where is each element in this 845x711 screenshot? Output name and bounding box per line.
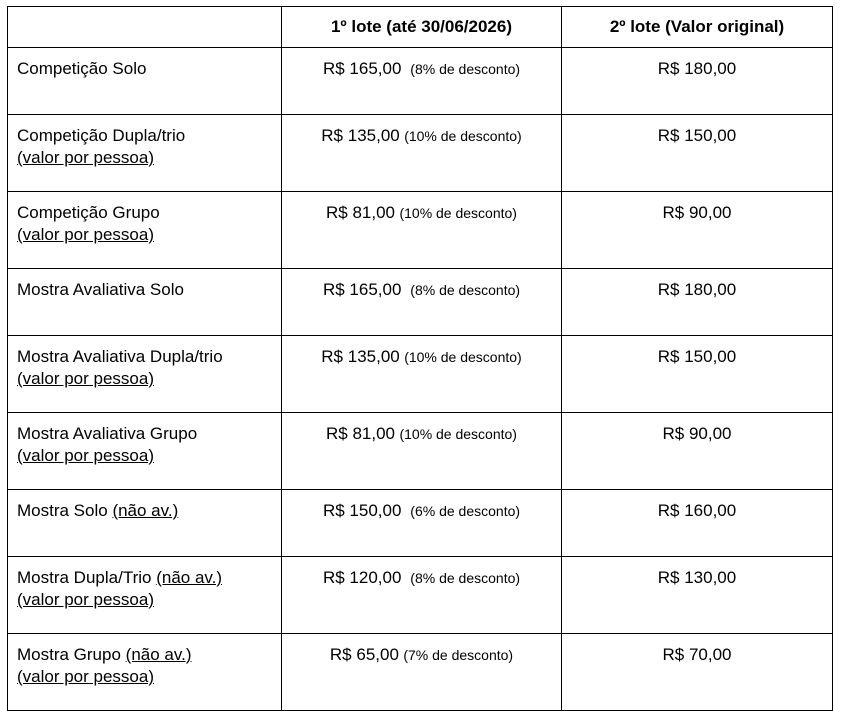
category-cell <box>8 634 282 711</box>
category-label: Competição Solo <box>17 59 147 78</box>
table-row <box>8 192 833 269</box>
category-cell <box>8 490 282 557</box>
first-batch-cell <box>282 192 562 269</box>
discount-note: (8% de desconto) <box>410 282 521 298</box>
second-batch-price: R$ 70,00 <box>562 634 833 711</box>
first-batch-cell <box>282 557 562 634</box>
non-evaluative-note: (não av.) <box>156 568 223 587</box>
second-batch-price: R$ 130,00 <box>562 557 833 634</box>
pricing-table <box>7 6 833 711</box>
category-label: Mostra Avaliativa Dupla/trio <box>17 347 223 366</box>
header-empty <box>8 7 282 48</box>
category-label: Mostra Solo <box>17 501 108 520</box>
first-batch-cell <box>282 115 562 192</box>
category-cell <box>8 269 282 336</box>
first-batch-price: R$ 81,00 <box>326 424 395 443</box>
table-row <box>8 336 833 413</box>
category-cell <box>8 557 282 634</box>
category-label: Competição Dupla/trio <box>17 126 186 145</box>
discount-note: (6% de desconto) <box>410 503 521 519</box>
non-evaluative-note: (não av.) <box>112 501 179 520</box>
table-row <box>8 115 833 192</box>
second-batch-price: R$ 150,00 <box>562 336 833 413</box>
first-batch-price: R$ 165,00 <box>322 280 402 299</box>
category-cell <box>8 336 282 413</box>
second-batch-price: R$ 90,00 <box>562 413 833 490</box>
discount-note: (8% de desconto) <box>410 570 521 586</box>
per-person-note: (valor por pessoa) <box>17 590 155 609</box>
discount-note: (8% de desconto) <box>410 61 521 77</box>
header-second-batch: 2º lote (Valor original) <box>562 7 833 48</box>
second-batch-price: R$ 150,00 <box>562 115 833 192</box>
second-batch-price: R$ 90,00 <box>562 192 833 269</box>
category-cell <box>8 192 282 269</box>
per-person-note: (valor por pessoa) <box>17 667 155 686</box>
first-batch-cell <box>282 634 562 711</box>
table-row <box>8 557 833 634</box>
category-label: Mostra Grupo <box>17 645 121 664</box>
category-cell <box>8 115 282 192</box>
second-batch-price: R$ 160,00 <box>562 490 833 557</box>
first-batch-cell <box>282 336 562 413</box>
first-batch-price: R$ 135,00 <box>321 126 400 145</box>
first-batch-cell <box>282 269 562 336</box>
table-row <box>8 269 833 336</box>
per-person-note: (valor por pessoa) <box>17 148 155 167</box>
discount-note: (10% de desconto) <box>404 128 522 144</box>
first-batch-price: R$ 81,00 <box>326 203 395 222</box>
first-batch-price: R$ 165,00 <box>322 59 402 78</box>
non-evaluative-note: (não av.) <box>125 645 192 664</box>
table-row <box>8 490 833 557</box>
first-batch-cell <box>282 48 562 115</box>
table-row <box>8 48 833 115</box>
table-row <box>8 634 833 711</box>
category-label: Mostra Avaliativa Grupo <box>17 424 198 443</box>
category-label: Mostra Dupla/Trio <box>17 568 152 587</box>
first-batch-cell <box>282 413 562 490</box>
per-person-note: (valor por pessoa) <box>17 446 155 465</box>
second-batch-price: R$ 180,00 <box>562 48 833 115</box>
discount-note: (10% de desconto) <box>404 349 522 365</box>
category-label: Competição Grupo <box>17 203 160 222</box>
per-person-note: (valor por pessoa) <box>17 225 155 244</box>
discount-note: (10% de desconto) <box>399 205 517 221</box>
first-batch-price: R$ 65,00 <box>329 645 399 664</box>
discount-note: (7% de desconto) <box>403 647 514 663</box>
discount-note: (10% de desconto) <box>399 426 517 442</box>
category-label: Mostra Avaliativa Solo <box>17 280 184 299</box>
first-batch-price: R$ 150,00 <box>322 501 402 520</box>
second-batch-price: R$ 180,00 <box>562 269 833 336</box>
first-batch-price: R$ 135,00 <box>321 347 400 366</box>
per-person-note: (valor por pessoa) <box>17 369 155 388</box>
category-cell <box>8 413 282 490</box>
first-batch-price: R$ 120,00 <box>322 568 402 587</box>
first-batch-cell <box>282 490 562 557</box>
header-first-batch: 1º lote (até 30/06/2026) <box>282 7 562 48</box>
header-row <box>8 7 833 48</box>
table-row <box>8 413 833 490</box>
category-cell <box>8 48 282 115</box>
